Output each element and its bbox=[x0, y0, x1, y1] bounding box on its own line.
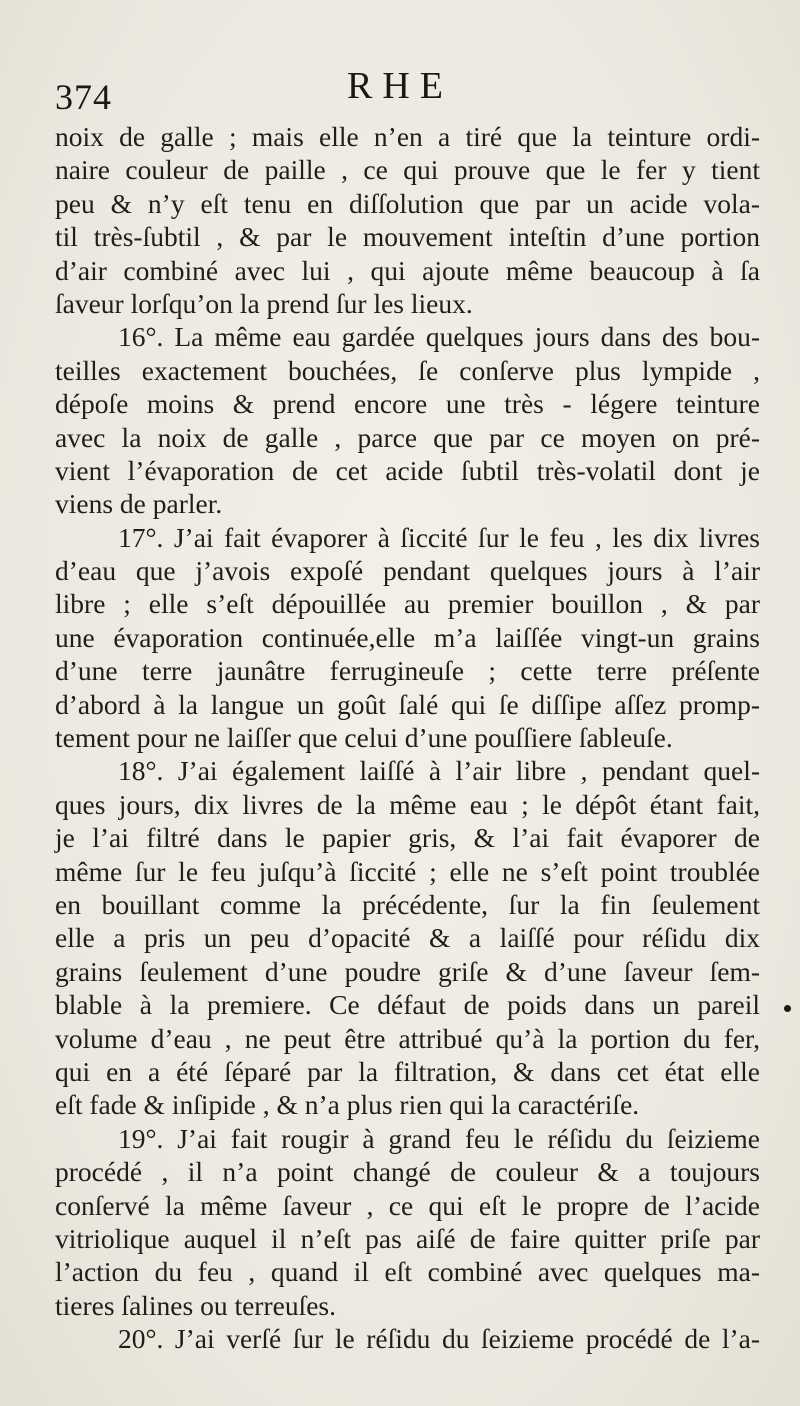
text-line: d’une terre jaunâtre ferrugineuſe ; cette terre préſente bbox=[55, 655, 760, 687]
text-line: vient l’évaporation de cet acide ſubtil très-volatil dont je bbox=[55, 454, 760, 486]
text-line: conſervé la même ſaveur , ce qui eſt le propre de l’acide bbox=[55, 1189, 760, 1221]
text-line: eſt fade & inſipide , & n’a plus rien qui la caractériſe. bbox=[55, 1089, 640, 1121]
text-line: en bouillant comme la précédente, ſur la fin ſeulement bbox=[55, 888, 760, 920]
text-line: procédé , il n’a point changé de couleur & a toujours bbox=[55, 1156, 760, 1188]
text-line: ſaveur lorſqu’on la prend ſur les lieux. bbox=[55, 287, 473, 319]
text-line: libre ; elle s’eſt dépouillée au premier bouillon , & par bbox=[55, 588, 760, 620]
text-line: 18°. J’ai également laiſſé à l’air libre , pendant quel- bbox=[118, 755, 760, 787]
text-line: naire couleur de paille , ce qui prouve que le fer y tient bbox=[55, 154, 760, 186]
text-line: dépoſe moins & prend encore une très - légere teinture bbox=[55, 388, 760, 420]
paragraph-18 bbox=[55, 754, 760, 1121]
text-line: vitriolique auquel il n’eſt pas aiſé de faire quitter priſe par bbox=[55, 1222, 760, 1254]
paragraph-16 bbox=[55, 320, 760, 520]
paragraph-17 bbox=[55, 521, 760, 755]
text-line: tement pour ne laiſſer que celui d’une pouſſiere ſableuſe. bbox=[55, 722, 673, 754]
text-line: avec la noix de galle , parce que par ce moyen on pré- bbox=[55, 421, 760, 453]
text-line: til très-ſubtil , & par le mouvement inteſtin d’une portion bbox=[55, 221, 760, 253]
text-line: peu & n’y eſt tenu en diſſolution que par un acide vola- bbox=[55, 187, 760, 219]
text-line: noix de galle ; mais elle n’en a tiré que la teinture ordi- bbox=[55, 121, 760, 152]
text-line: 16°. La même eau gardée quelques jours dans des bou- bbox=[118, 321, 760, 353]
text-line: je l’ai filtré dans le papier gris, & l’ai fait évaporer de bbox=[55, 822, 760, 854]
text-line: volume d’eau , ne peut être attribué qu’à la portion du fer, bbox=[55, 1022, 760, 1054]
text-line: ques jours, dix livres de la même eau ; le dépôt étant fait, bbox=[55, 788, 760, 820]
paragraph-20-start bbox=[55, 1322, 760, 1355]
text-line: 20°. J’ai verſé ſur le réſidu du ſeizieme procédé de l’a- bbox=[118, 1323, 760, 1355]
page-header bbox=[0, 64, 800, 124]
running-head: RHE bbox=[347, 65, 453, 107]
text-line: 17°. J’ai fait évaporer à ſiccité ſur le feu , les dix livres bbox=[118, 521, 760, 553]
body-text bbox=[55, 120, 760, 1355]
text-line: même ſur le feu juſqu’à ſiccité ; elle ne s’eſt point troublée bbox=[55, 855, 760, 887]
text-line: d’air combiné avec lui , qui ajoute même beaucoup à ſa bbox=[55, 254, 760, 286]
text-line: d’eau que j’avois expoſé pendant quelques jours à l’air bbox=[55, 555, 760, 587]
page-number: 374 bbox=[55, 77, 112, 117]
text-line: 19°. J’ai fait rougir à grand feu le réſidu du ſeizieme bbox=[118, 1122, 760, 1154]
margin-mark bbox=[784, 1005, 791, 1012]
text-line: l’action du feu , quand il eſt combiné avec quelques ma- bbox=[55, 1256, 760, 1288]
text-line: viens de parler. bbox=[55, 488, 223, 520]
text-line: une évaporation continuée,elle m’a laiſſée vingt-un grains bbox=[55, 621, 760, 653]
text-line: teilles exactement bouchées, ſe conſerve plus lympide , bbox=[55, 354, 760, 386]
text-line: tieres ſalines ou terreuſes. bbox=[55, 1289, 337, 1321]
text-line: d’abord à la langue un goût ſalé qui ſe diſſipe aſſez promp- bbox=[55, 688, 760, 720]
text-line: blable à la premiere. Ce défaut de poids dans un pareil bbox=[55, 989, 760, 1021]
text-line: elle a pris un peu d’opacité & a laiſſé pour réſidu dix bbox=[55, 922, 760, 954]
paragraph-15-continuation bbox=[55, 120, 760, 320]
text-line: qui en a été ſéparé par la filtration, & dans cet état elle bbox=[55, 1055, 760, 1087]
text-line: grains ſeulement d’une poudre griſe & d’une ſaveur ſem- bbox=[55, 955, 760, 987]
paragraph-19 bbox=[55, 1122, 760, 1322]
